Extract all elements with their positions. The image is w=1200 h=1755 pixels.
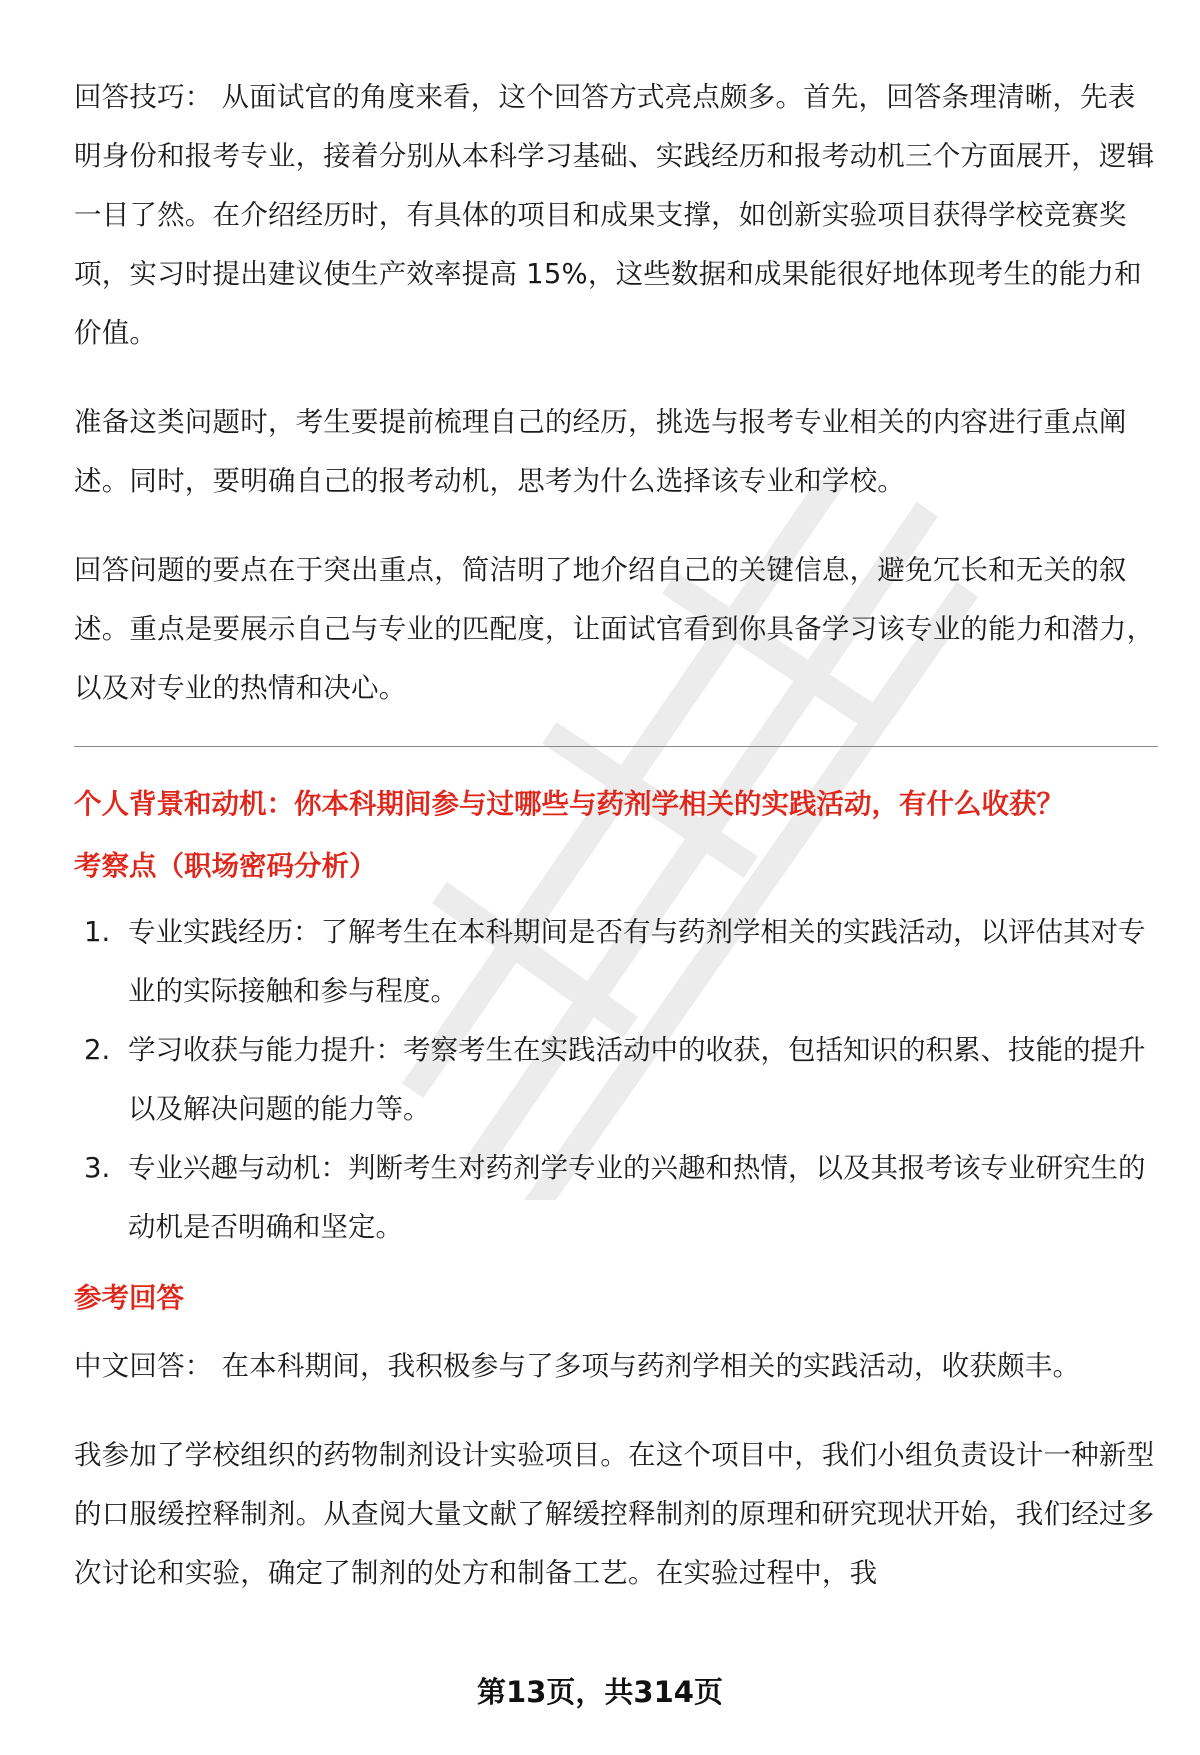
list-number: 1.: [84, 916, 111, 948]
question-heading: 个人背景和动机：你本科期间参与过哪些与药剂学相关的实践活动，有什么收获？: [74, 788, 1064, 820]
key-points-paragraph: 回答问题的要点在于突出重点，简洁明了地介绍自己的关键信息，避免冗长和无关的叙述。重点是要展示自己与专业的匹配度，让面试官看到你具备学习该专业的能力和潜力，以及对专业的热情和决心。: [74, 554, 1155, 704]
list-item: [74, 1021, 1158, 1139]
page-number: 第13页，共314页: [477, 1675, 723, 1709]
answer-intro: 中文回答： 在本科期间，我积极参与了多项与药剂学相关的实践活动，收获颇丰。: [74, 1350, 1081, 1382]
tip-paragraph: 回答技巧： 从面试官的角度来看，这个回答方式亮点颇多。首先，回答条理清晰，先表明身份和报考专业，接着分别从本科学习基础、实践经历和报考动机三个方面展开，逻辑一目了然。在介绍经历时，有具体的项目和成果支撑，如创新实验项目获得学校竞赛奖项，实习时提出建议使生产效率提高 15%，这些数据和成果能很好地体现考生的能力和价值。: [74, 81, 1155, 349]
exam-points-heading: 考察点（职场密码分析）: [74, 850, 377, 882]
list-item-text: 专业实践经历：了解考生在本科期间是否有与药剂学相关的实践活动，以评估其对专业的实际接触和参与程度。: [128, 916, 1146, 1007]
list-number: 3.: [84, 1152, 111, 1184]
answer-paragraph: 我参加了学校组织的药物制剂设计实验项目。在这个项目中，我们小组负责设计一种新型的口服缓控释制剂。从查阅大量文献了解缓控释制剂的原理和研究现状开始，我们经过多次讨论和实验，确定了制剂的处方和制备工艺。在实验过程中，我: [74, 1439, 1155, 1589]
list-number: 2.: [84, 1034, 111, 1066]
reference-answer-heading: 参考回答: [74, 1282, 184, 1314]
page-content: [74, 68, 1158, 1603]
list-item: [74, 1139, 1158, 1257]
exam-points-list: [74, 903, 1158, 1257]
list-item-text: 专业兴趣与动机：判断考生对药剂学专业的兴趣和热情，以及其报考该专业研究生的动机是否明确和坚定。: [128, 1152, 1146, 1243]
list-item-text: 学习收获与能力提升：考察考生在实践活动中的收获，包括知识的积累、技能的提升以及解决问题的能力等。: [128, 1034, 1146, 1125]
list-item: [74, 903, 1158, 1021]
preparation-paragraph: 准备这类问题时，考生要提前梳理自己的经历，挑选与报考专业相关的内容进行重点阐述。同时，要明确自己的报考动机，思考为什么选择该专业和学校。: [74, 406, 1127, 497]
